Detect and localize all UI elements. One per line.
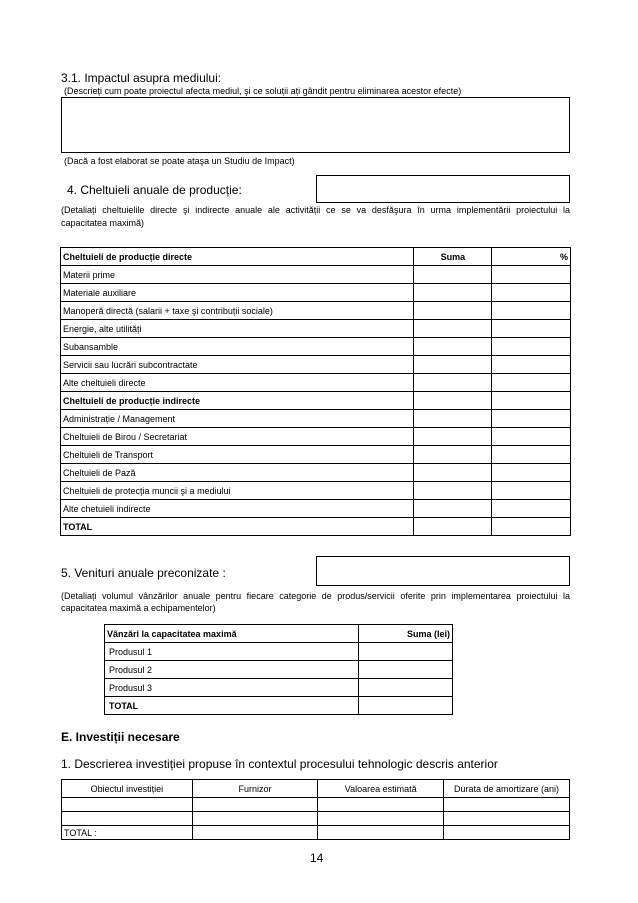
sales-header-label: Vânzări la capacitatea maximă xyxy=(105,625,359,643)
costs-header-sum: Suma xyxy=(414,248,492,266)
investment-cell[interactable] xyxy=(444,798,570,812)
annual-costs-input[interactable] xyxy=(316,175,570,203)
cost-item-label: Cheltuieli de Transport xyxy=(61,446,414,464)
table-total-row xyxy=(62,826,570,840)
investment-total-label: TOTAL : xyxy=(62,826,193,840)
cost-percent-cell[interactable] xyxy=(492,374,571,392)
cost-percent-cell[interactable] xyxy=(492,392,571,410)
cost-item-label: Subansamble xyxy=(61,338,414,356)
annual-revenue-input[interactable] xyxy=(316,556,570,586)
table-row xyxy=(61,266,571,284)
section-3-1-title: 3.1. Impactul asupra mediului: xyxy=(61,71,222,85)
cost-sum-cell[interactable] xyxy=(414,266,492,284)
cost-percent-cell[interactable] xyxy=(492,500,571,518)
investment-header-supplier: Furnizor xyxy=(192,780,318,798)
cost-sum-cell[interactable] xyxy=(414,482,492,500)
section-3-1-note: (Dacă a fost elaborat se poate ataşa un Studiu de Impact) xyxy=(64,156,295,166)
investment-cell[interactable] xyxy=(318,812,444,826)
sales-item-label: TOTAL xyxy=(105,697,359,715)
section-5-title: 5. Venituri anuale preconizate : xyxy=(61,566,226,580)
cost-sum-cell[interactable] xyxy=(414,320,492,338)
sales-header-sum: Suma (lei) xyxy=(359,625,453,643)
cost-sum-cell[interactable] xyxy=(414,374,492,392)
sales-sum-cell[interactable] xyxy=(359,697,453,715)
table-row xyxy=(61,464,571,482)
cost-percent-cell[interactable] xyxy=(492,446,571,464)
table-row xyxy=(105,661,453,679)
sales-sum-cell[interactable] xyxy=(359,643,453,661)
cost-percent-cell[interactable] xyxy=(492,482,571,500)
table-row xyxy=(62,812,570,826)
table-row xyxy=(62,798,570,812)
sales-sum-cell[interactable] xyxy=(359,661,453,679)
environment-impact-textarea[interactable] xyxy=(61,97,570,153)
sales-item-label: Produsul 3 xyxy=(105,679,359,697)
cost-item-label: Cheltuieli de producție indirecte xyxy=(61,392,414,410)
section-4-desc-line1: (Detaliați cheltuielile directe şi indirecte anuale ale activității ce se va desfăşura în urma implementării proiectului la xyxy=(61,205,570,215)
table-row xyxy=(61,320,571,338)
cost-percent-cell[interactable] xyxy=(492,356,571,374)
investment-cell[interactable] xyxy=(62,812,193,826)
cost-percent-cell[interactable] xyxy=(492,284,571,302)
sales-sum-cell[interactable] xyxy=(359,679,453,697)
cost-sum-cell[interactable] xyxy=(414,464,492,482)
cost-item-label: Administrație / Management xyxy=(61,410,414,428)
cost-percent-cell[interactable] xyxy=(492,464,571,482)
table-header-row xyxy=(105,625,453,643)
cost-sum-cell[interactable] xyxy=(414,302,492,320)
cost-sum-cell[interactable] xyxy=(414,356,492,374)
investment-header-duration: Durata de amortizare (ani) xyxy=(444,780,570,798)
cost-item-label: Manoperă directă (salarii + taxe şi contribuții sociale) xyxy=(61,302,414,320)
cost-percent-cell[interactable] xyxy=(492,338,571,356)
section-e-title: E. Investiții necesare xyxy=(61,730,180,744)
investment-cell[interactable] xyxy=(318,826,444,840)
cost-percent-cell[interactable] xyxy=(492,266,571,284)
investment-cell[interactable] xyxy=(318,798,444,812)
table-header-row xyxy=(61,248,571,266)
page-number: 14 xyxy=(310,851,324,865)
costs-header-percent: % xyxy=(492,248,571,266)
cost-sum-cell[interactable] xyxy=(414,518,492,536)
cost-item-label: Materii prime xyxy=(61,266,414,284)
table-row xyxy=(105,643,453,661)
investment-table xyxy=(61,779,570,840)
cost-percent-cell[interactable] xyxy=(492,302,571,320)
cost-item-label: Alte chetuieli indirecte xyxy=(61,500,414,518)
investment-cell[interactable] xyxy=(444,826,570,840)
cost-item-label: Cheltuieli de Birou / Secretariat xyxy=(61,428,414,446)
cost-sum-cell[interactable] xyxy=(414,338,492,356)
investment-header-value: Valoarea estimată xyxy=(318,780,444,798)
section-3-1-hint: (Descrieți cum poate proiectul afecta mediul, şi ce soluții ați gândit pentru eliminarea acestor efecte) xyxy=(64,86,462,96)
section-4-desc-line2: capacitatea maximă) xyxy=(61,218,145,228)
cost-item-label: TOTAL xyxy=(61,518,414,536)
table-row xyxy=(61,356,571,374)
table-row xyxy=(61,374,571,392)
investment-cell[interactable] xyxy=(192,812,318,826)
cost-sum-cell[interactable] xyxy=(414,392,492,410)
cost-item-label: Cheltuieli de Pază xyxy=(61,464,414,482)
table-row xyxy=(61,518,571,536)
cost-sum-cell[interactable] xyxy=(414,500,492,518)
sales-item-label: Produsul 1 xyxy=(105,643,359,661)
section-e-subtitle: 1. Descrierea investiției propuse în contextul procesului tehnologic descris anterior xyxy=(61,757,498,771)
cost-item-label: Servicii sau lucrări subcontractate xyxy=(61,356,414,374)
investment-cell[interactable] xyxy=(192,798,318,812)
cost-percent-cell[interactable] xyxy=(492,428,571,446)
cost-percent-cell[interactable] xyxy=(492,518,571,536)
cost-item-label: Cheltuieli de protecția muncii şi a mediului xyxy=(61,482,414,500)
cost-sum-cell[interactable] xyxy=(414,284,492,302)
investment-cell[interactable] xyxy=(192,826,318,840)
table-row xyxy=(61,446,571,464)
table-row xyxy=(61,500,571,518)
table-row xyxy=(61,482,571,500)
investment-header-object: Obiectul investiției xyxy=(62,780,193,798)
cost-sum-cell[interactable] xyxy=(414,446,492,464)
table-row xyxy=(61,338,571,356)
table-row xyxy=(61,284,571,302)
production-costs-table xyxy=(60,247,571,536)
table-row xyxy=(61,428,571,446)
table-row xyxy=(105,697,453,715)
table-row xyxy=(61,410,571,428)
cost-percent-cell[interactable] xyxy=(492,320,571,338)
section-5-desc-line2: capacitatea maximă a echipamentelor) xyxy=(61,603,216,613)
cost-item-label: Energie, alte utilități xyxy=(61,320,414,338)
table-header-row xyxy=(62,780,570,798)
table-row xyxy=(61,302,571,320)
investment-cell[interactable] xyxy=(62,798,193,812)
cost-sum-cell[interactable] xyxy=(414,410,492,428)
section-4-title: 4. Cheltuieli anuale de producție: xyxy=(67,183,242,197)
cost-percent-cell[interactable] xyxy=(492,410,571,428)
cost-sum-cell[interactable] xyxy=(414,428,492,446)
cost-item-label: Alte cheltuieli directe xyxy=(61,374,414,392)
costs-header-label: Cheltuieli de producție directe xyxy=(61,248,414,266)
sales-table xyxy=(104,624,453,715)
investment-cell[interactable] xyxy=(444,812,570,826)
section-5-desc-line1: (Detaliați volumul vânzărilor anuale pentru fiecare categorie de produs/servicii oferite prin implementarea proiectului la xyxy=(61,591,570,601)
table-row xyxy=(105,679,453,697)
table-row xyxy=(61,392,571,410)
sales-item-label: Produsul 2 xyxy=(105,661,359,679)
cost-item-label: Materiale auxiliare xyxy=(61,284,414,302)
